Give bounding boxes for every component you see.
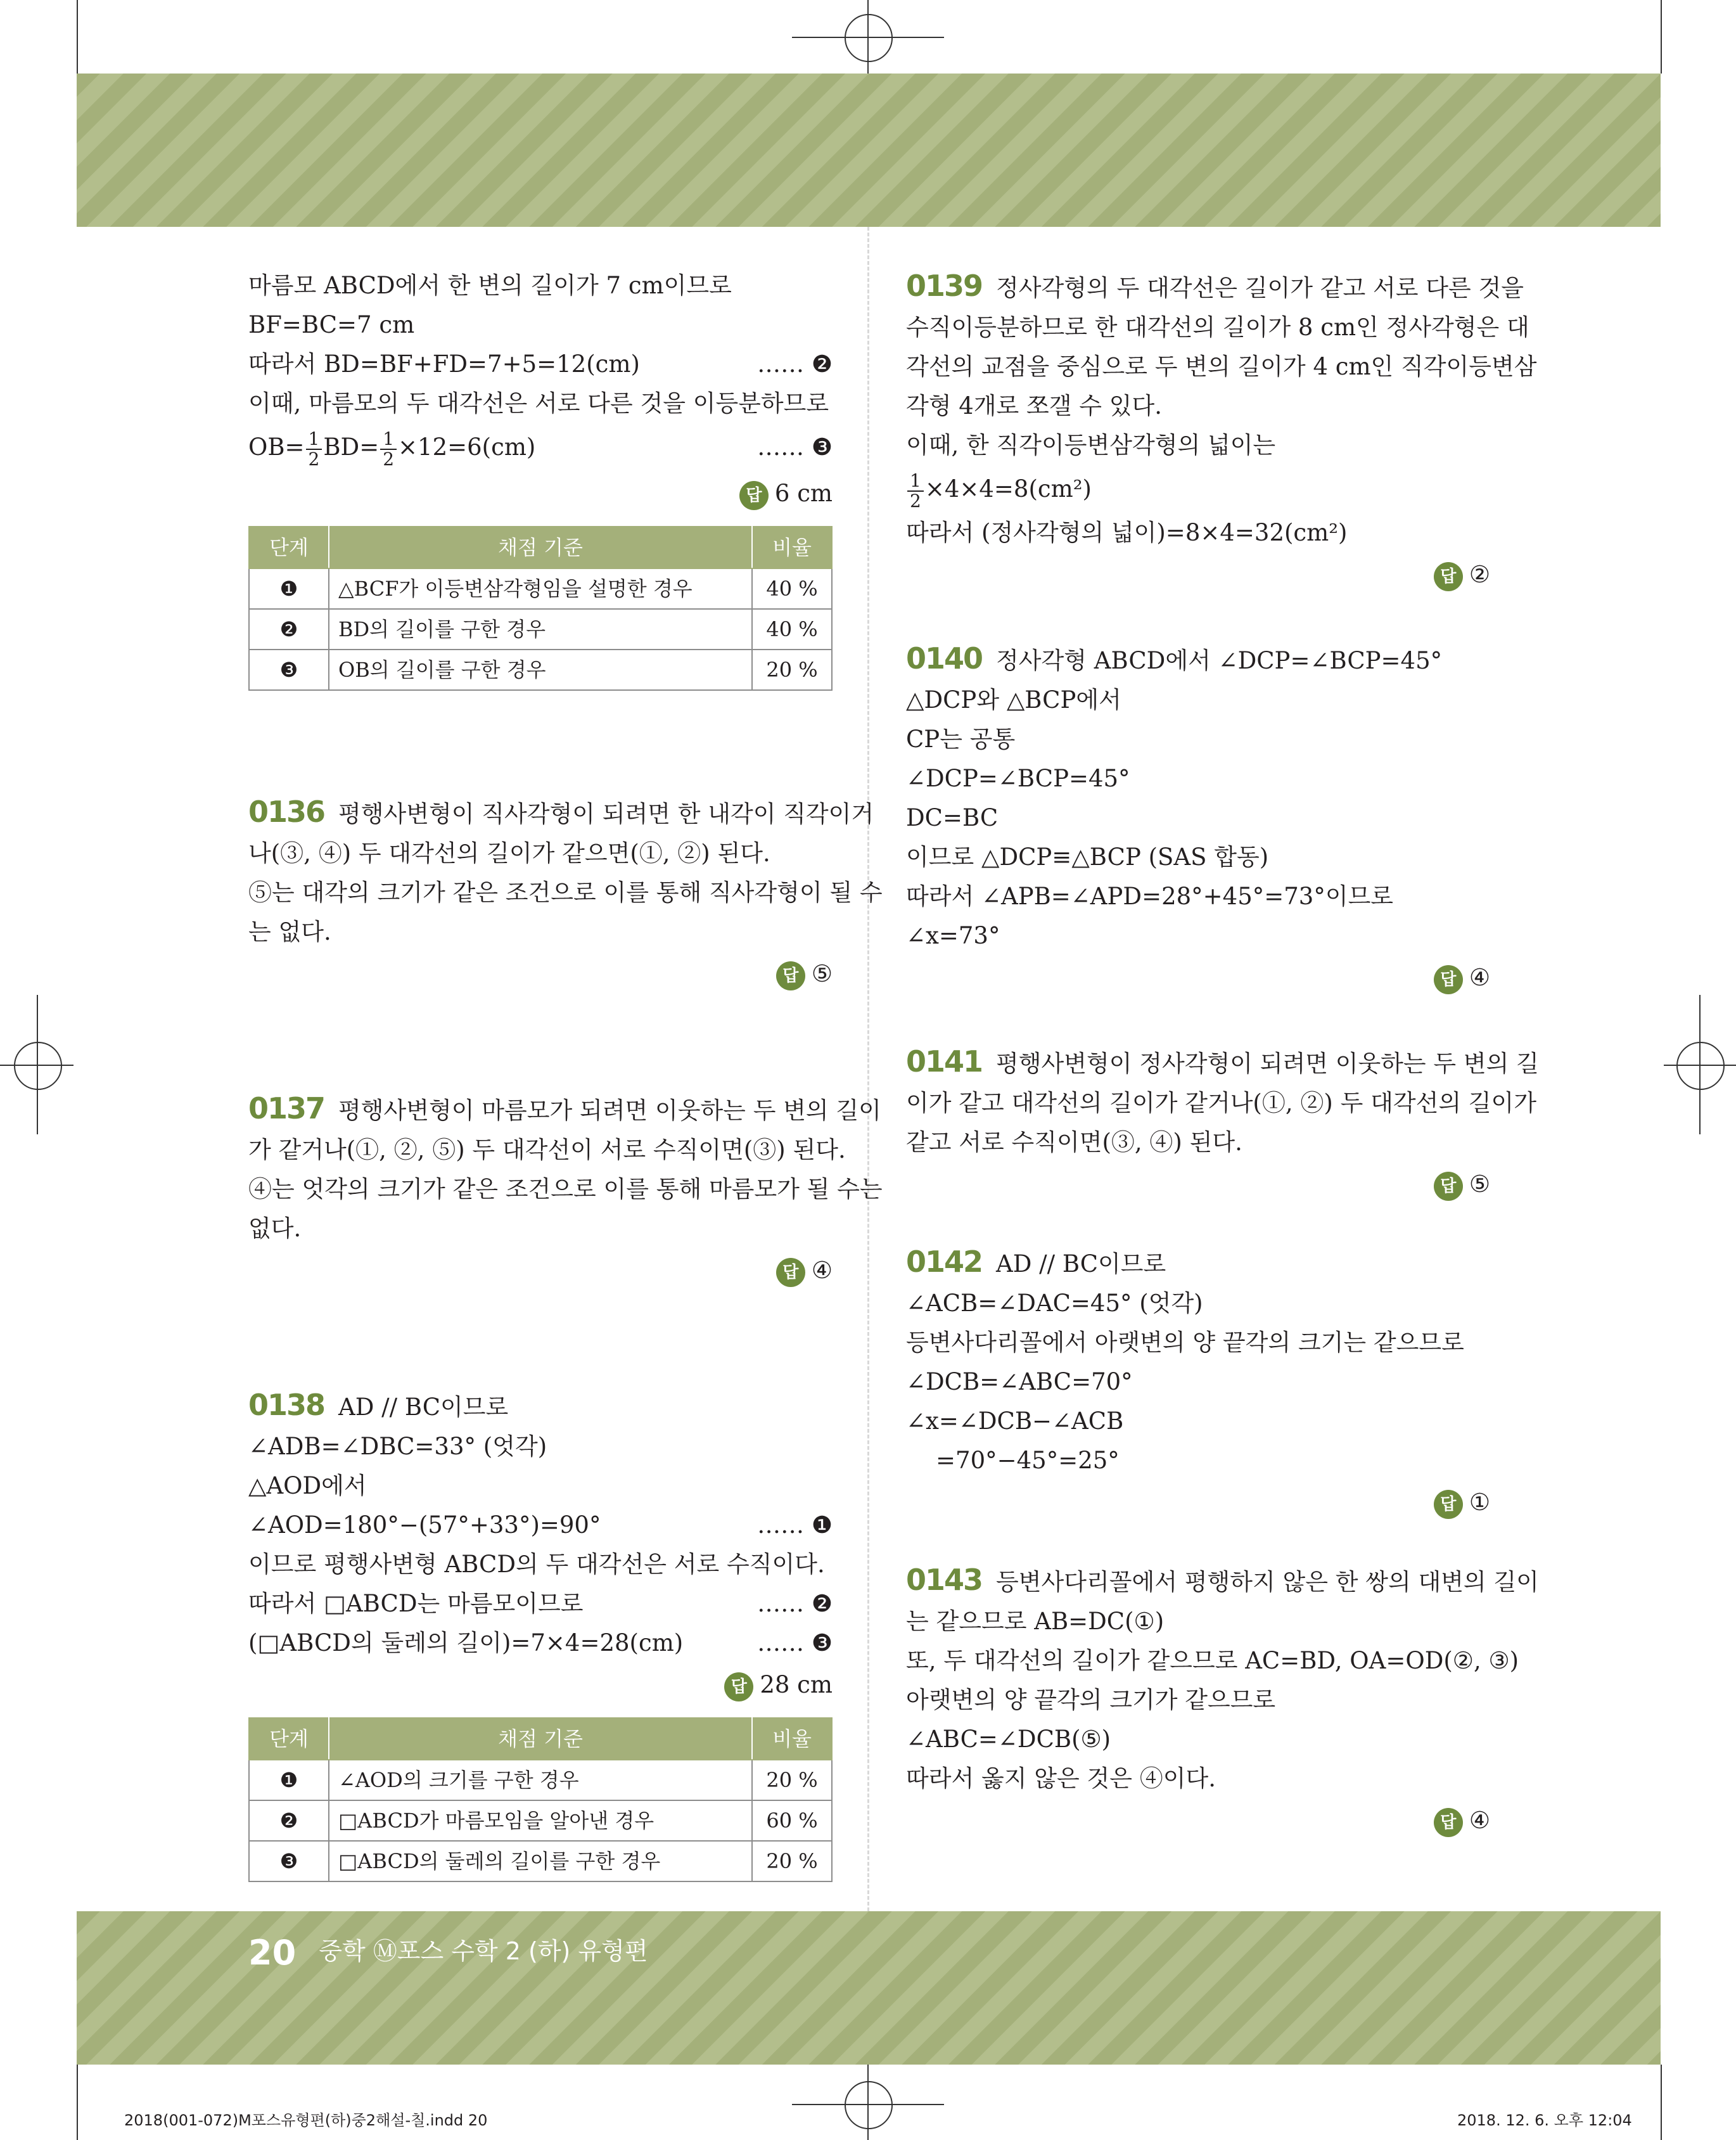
header-band [77, 74, 1661, 227]
text-line [248, 1545, 833, 1584]
text-line: 또, 두 대각선의 길이가 같으므로 AC=BD, OA=OD(②, ③) [906, 1647, 1519, 1674]
text-line: 수직이등분하므로 한 대각선의 길이가 8 cm인 정사각형은 대 [906, 314, 1529, 341]
table-cell: 60 % [752, 1800, 832, 1841]
table-header: 비율 [752, 527, 832, 568]
text-line: ∠DCP=∠BCP=45° [906, 765, 1130, 792]
answer-badge-icon: 답 [739, 481, 769, 510]
text-line: 이가 같고 대각선의 길이가 같거나(①, ②) 두 대각선의 길이가 [906, 1089, 1537, 1117]
table-header: 채점 기준 [329, 527, 752, 568]
text-line: 이때, 마름모의 두 대각선은 서로 다른 것을 이등분하므로 [248, 390, 829, 417]
answer-badge-icon: 답 [1434, 562, 1463, 591]
text-line: 정사각형의 두 대각선은 길이가 같고 서로 다른 것을 [996, 274, 1524, 302]
text-line [248, 1584, 833, 1624]
text-line [248, 1427, 833, 1466]
left-column [248, 266, 883, 1882]
problem-0137 [248, 1089, 881, 1131]
step-marker: …… ❸ [757, 1629, 833, 1656]
text-line: BF=BC=7 cm [248, 311, 415, 338]
table-cell: 20 % [752, 1841, 832, 1881]
fraction [306, 430, 322, 469]
answer-value: ⑤ [811, 960, 833, 987]
table-header: 단계 [249, 1718, 329, 1760]
table-cell: ❶ [249, 1760, 329, 1800]
gutter-divider [867, 227, 869, 1911]
table-cell: ❶ [249, 568, 329, 609]
table-header: 비율 [752, 1718, 832, 1760]
problem-number: 0141 [906, 1044, 983, 1079]
grading-table [248, 1717, 833, 1882]
problem-0142 [906, 1242, 1490, 1284]
answer [906, 958, 1490, 997]
text-line: 평행사변형이 정사각형이 되려면 이웃하는 두 변의 길 [996, 1050, 1539, 1077]
table-cell: ❸ [249, 650, 329, 690]
table-cell: ❷ [249, 609, 329, 650]
problem-0143 [906, 1560, 1539, 1602]
text-line: 정사각형 ABCD에서 ∠DCP=∠BCP=45° [996, 647, 1443, 674]
table-row [249, 609, 832, 650]
answer-badge-icon: 답 [776, 961, 805, 990]
table-cell: 40 % [752, 609, 832, 650]
problem-0141 [906, 1042, 1539, 1084]
right-column [906, 266, 1539, 1840]
text-line: 평행사변형이 마름모가 되려면 이웃하는 두 변의 길이 [338, 1097, 881, 1124]
table-cell: □ABCD의 둘레의 길이를 구한 경우 [329, 1841, 752, 1881]
text-line: AD // BC이므로 [996, 1250, 1166, 1278]
table-row [249, 650, 832, 690]
problem-number: 0143 [906, 1563, 983, 1597]
table-cell: △BCF가 이등변삼각형임을 설명한 경우 [329, 568, 752, 609]
text-line [248, 1506, 833, 1545]
answer-badge-icon: 답 [724, 1672, 753, 1701]
text-line: ∠ABC=∠DCB(⑤) [906, 1726, 1111, 1753]
table-cell: 40 % [752, 568, 832, 609]
text-line [248, 345, 833, 384]
problem-0138 [248, 1385, 833, 1427]
problem-number: 0140 [906, 641, 983, 676]
crop-mark [77, 2065, 78, 2140]
page-footer [248, 1932, 648, 1973]
table-row [249, 568, 832, 609]
text-line [248, 1624, 833, 1663]
equation-part: ×12=6(cm) [398, 433, 536, 461]
equation: △AOD에서 [248, 1472, 367, 1499]
slug-file: 2018(001-072)M포스유형편(하)중2해설-칠.indd 20 [124, 2111, 488, 2129]
crop-mark [1661, 2065, 1662, 2140]
registration-mark-icon [845, 14, 893, 62]
text-line [248, 1466, 833, 1506]
text-line: ∠x=∠DCB−∠ACB [906, 1407, 1124, 1435]
answer-value: ④ [1469, 964, 1490, 991]
fraction [907, 471, 924, 511]
text-line: DC=BC [906, 804, 999, 831]
text-line: 각형 4개로 쪼갤 수 있다. [906, 392, 1163, 420]
text-line: △DCP와 △BCP에서 [906, 686, 1121, 714]
numerator: 1 [306, 430, 322, 450]
text-line: ∠ACB=∠DAC=45° (엇각) [906, 1290, 1203, 1317]
answer-badge-icon: 답 [1434, 1490, 1463, 1519]
table-cell: 20 % [752, 650, 832, 690]
text-line: =70°−45°=25° [906, 1447, 1120, 1474]
answer-badge-icon: 답 [1434, 1172, 1463, 1201]
equation-part: OB= [248, 433, 305, 461]
equation: ∠ADB=∠DBC=33° (엇각) [248, 1433, 547, 1460]
table-cell: BD의 길이를 구한 경우 [329, 609, 752, 650]
table-row [249, 1760, 832, 1800]
registration-mark-icon [845, 2081, 893, 2129]
text-line: 는 같으므로 AB=DC(①) [906, 1608, 1165, 1635]
answer-value: ② [1469, 561, 1490, 588]
answer [906, 1801, 1490, 1840]
text-line: 나(③, ④) 두 대각선의 길이가 같으면(①, ②) 된다. [248, 840, 770, 867]
text-line: 등변사다리꼴에서 평행하지 않은 한 쌍의 대변의 길이 [996, 1568, 1539, 1596]
text-line: 마름모 ABCD에서 한 변의 길이가 7 cm이므로 [248, 272, 732, 299]
book-title: 중학 Ⓜ포스 수학 2 (하) 유형편 [319, 1937, 648, 1965]
text-line: CP는 공통 [906, 726, 1016, 753]
table-header: 단계 [249, 527, 329, 568]
text-line: 따라서 옳지 않은 것은 ④이다. [906, 1765, 1216, 1792]
equation: 따라서 □ABCD는 마름모이므로 [248, 1590, 584, 1617]
text-line: ∠DCB=∠ABC=70° [906, 1368, 1133, 1395]
slug-date: 2018. 12. 6. 오후 12:04 [1457, 2111, 1632, 2129]
equation: ∠AOD=180°−(57°+33°)=90° [248, 1511, 601, 1539]
table-cell: ❸ [249, 1841, 329, 1881]
table-cell: □ABCD가 마름모임을 알아낸 경우 [329, 1800, 752, 1841]
equation: (□ABCD의 둘레의 길이)=7×4=28(cm) [248, 1629, 684, 1656]
registration-mark-icon [1676, 1042, 1725, 1090]
fraction [380, 430, 397, 469]
answer [248, 954, 833, 994]
registration-mark-icon [14, 1042, 62, 1090]
table-cell: ∠AOD의 크기를 구한 경우 [329, 1760, 752, 1800]
text-line: ④는 엇각의 크기가 같은 조건으로 이를 통해 마름모가 될 수는 [248, 1176, 883, 1203]
crop-mark [1661, 0, 1662, 74]
problem-0139 [906, 266, 1524, 308]
equation-part: ×4×4=8(cm²) [924, 475, 1092, 503]
text-line: 따라서 (정사각형의 넓이)=8×4=32(cm²) [906, 519, 1348, 546]
answer [248, 1251, 833, 1290]
crop-mark [77, 0, 78, 74]
text-line: 이때, 한 직각이등변삼각형의 넓이는 [906, 432, 1276, 459]
equation-part: BD= [323, 433, 380, 461]
grading-table [248, 526, 833, 691]
text-line: 아랫변의 양 끝각의 크기가 같으므로 [906, 1686, 1276, 1714]
table-cell: ❷ [249, 1800, 329, 1841]
answer-value: ⑤ [1469, 1170, 1490, 1198]
text-line: ⑤는 대각의 크기가 같은 조건으로 이를 통해 직사각형이 될 수 [248, 879, 883, 906]
problem-number: 0137 [248, 1091, 325, 1125]
page-number: 20 [248, 1933, 297, 1973]
answer-value: ④ [811, 1257, 833, 1284]
answer-badge-icon: 답 [776, 1258, 805, 1287]
text-line: 따라서 ∠APB=∠APD=28°+45°=73°이므로 [906, 883, 1394, 910]
answer-value: ④ [1469, 1807, 1490, 1834]
text-line: ∠x=73° [906, 922, 1000, 949]
answer [248, 1665, 833, 1705]
text-line: 이므로 △DCP≡△BCP (SAS 합동) [906, 843, 1269, 871]
numerator: 1 [907, 471, 924, 492]
denominator: 2 [383, 448, 395, 470]
answer-value: ① [1469, 1489, 1490, 1516]
text-line: 평행사변형이 직사각형이 되려면 한 내각이 직각이거 [338, 800, 874, 828]
text-line: 없다. [248, 1215, 302, 1242]
answer [248, 474, 833, 513]
denominator: 2 [910, 490, 921, 511]
step-marker: …… ❷ [757, 1590, 833, 1617]
denominator: 2 [308, 448, 320, 470]
answer-value: 6 cm [774, 480, 833, 507]
table-row [249, 1841, 832, 1881]
answer-value: 28 cm [760, 1671, 833, 1698]
step-marker: …… ❶ [757, 1511, 833, 1539]
equation: 이므로 평행사변형 ABCD의 두 대각선은 서로 수직이다. [248, 1551, 825, 1578]
table-header: 채점 기준 [329, 1718, 752, 1760]
answer [906, 1483, 1490, 1522]
text-line: AD // BC이므로 [338, 1394, 509, 1421]
answer [906, 1165, 1490, 1204]
problem-number: 0142 [906, 1245, 983, 1279]
text-line: 가 같거나(①, ②, ⑤) 두 대각선이 서로 수직이면(③) 된다. [248, 1136, 846, 1163]
table-cell: OB의 길이를 구한 경우 [329, 650, 752, 690]
text-line [906, 465, 1490, 513]
problem-number: 0136 [248, 795, 325, 829]
text-line: 각선의 교점을 중심으로 두 변의 길이가 4 cm인 직각이등변삼 [906, 353, 1537, 380]
problem-0140 [906, 639, 1490, 681]
equation: 따라서 BD=BF+FD=7+5=12(cm) [248, 350, 640, 378]
text-line: 같고 서로 수직이면(③, ④) 된다. [906, 1129, 1242, 1156]
answer-badge-icon: 답 [1434, 965, 1463, 994]
text-line: 등변사다리꼴에서 아랫변의 양 끝각의 크기는 같으므로 [906, 1329, 1464, 1356]
numerator: 1 [380, 430, 397, 450]
table-row [249, 1800, 832, 1841]
table-cell: 20 % [752, 1760, 832, 1800]
text-line [248, 423, 833, 471]
step-marker: …… ❸ [757, 433, 833, 461]
problem-0136 [248, 792, 874, 834]
text-line: 는 없다. [248, 918, 331, 945]
problem-number: 0139 [906, 269, 983, 303]
step-marker: …… ❷ [757, 350, 833, 378]
answer [906, 555, 1490, 594]
problem-number: 0138 [248, 1388, 325, 1422]
answer-badge-icon: 답 [1434, 1808, 1463, 1837]
